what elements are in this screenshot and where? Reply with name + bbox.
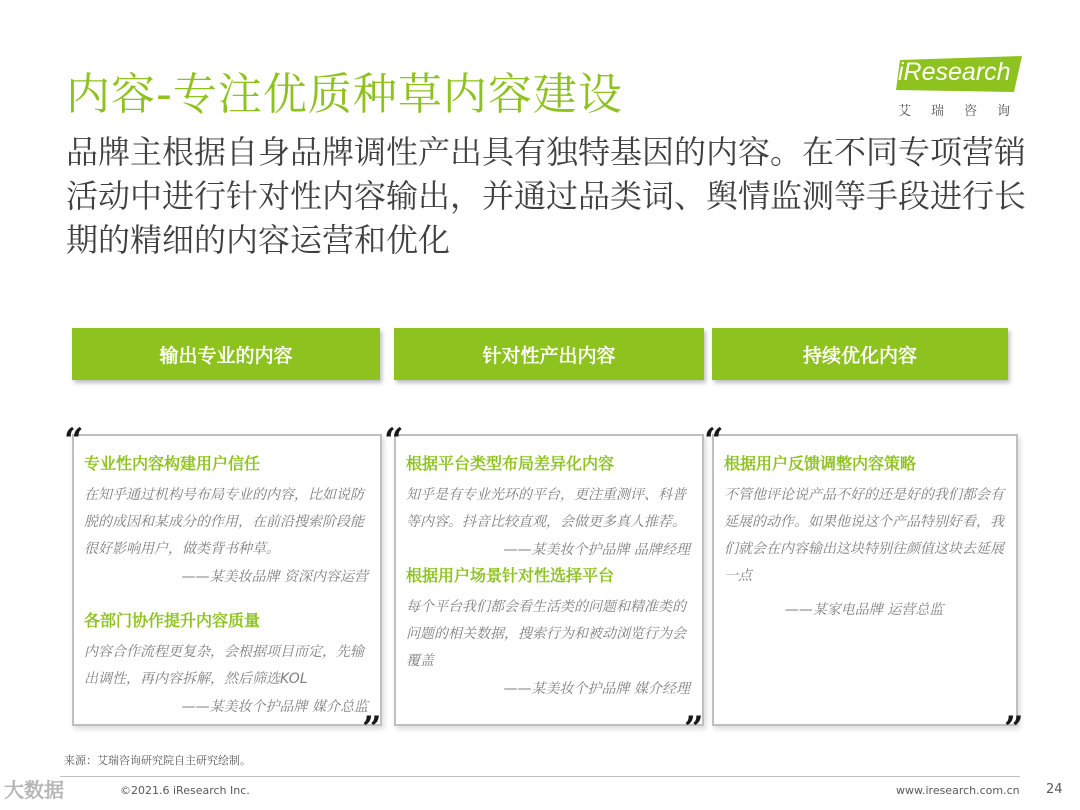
quote-body: 每个平台我们都会看生活类的问题和精准类的问题的相关数据，搜索行为和被动浏览行为会覆盖 <box>406 599 686 669</box>
column-header-optimize: 持续优化内容 <box>712 328 1008 380</box>
quote-body: 不管他评论说产品不好的还是好的我们都会有延展的动作。如果他说这个产品特别好看，我们就会在内容输出这块特别往颜值这块去延展一点 <box>724 487 1004 584</box>
close-quote-icon: ” <box>362 709 382 749</box>
quote-card-2 <box>394 434 704 726</box>
page-subtitle: 品牌主根据自身品牌调性产出具有独特基因的内容。在不同专项营销活动中进行针对性内容输出，并通过品类词、舆情监测等手段进行长期的精细的内容运营和优化 <box>66 133 1027 259</box>
copyright: ©2021.6 iResearch Inc. <box>120 784 250 797</box>
quote-source: ——某美妆个护品牌 媒介经理 <box>503 681 690 697</box>
logo-chinese-name: 艾瑞咨询 <box>898 104 1031 119</box>
watermark: 大数据 <box>4 778 64 802</box>
quote-source: ——某美妆个护品牌 媒介总监 <box>181 699 368 715</box>
logo-text: iResearch <box>898 58 1011 86</box>
close-quote-icon: ” <box>684 709 704 749</box>
column-header-professional: 输出专业的内容 <box>72 328 380 380</box>
iresearch-logo <box>896 56 1031 122</box>
quote-source: ——某美妆品牌 资深内容运营 <box>181 569 368 585</box>
quote-body: 在知乎通过机构号布局专业的内容，比如说防脱的成因和某成分的作用，在前沿搜索阶段能很好影响用户，做类背书种草。 <box>84 487 364 557</box>
page-number: 24 <box>1046 782 1063 797</box>
quote-card-1 <box>72 434 382 726</box>
quote-title: 专业性内容构建用户信任 <box>84 454 261 473</box>
quote-title: 根据平台类型布局差异化内容 <box>406 454 615 473</box>
source-note: 来源：艾瑞咨询研究院自主研究绘制。 <box>64 754 251 767</box>
open-quote-icon: “ <box>704 421 724 461</box>
column-header-targeted: 针对性产出内容 <box>394 328 704 380</box>
quote-title: 根据用户反馈调整内容策略 <box>724 454 917 473</box>
close-quote-icon: ” <box>1004 709 1024 749</box>
page-title: 内容-专注优质种草内容建设 <box>66 69 623 120</box>
open-quote-icon: “ <box>384 421 404 461</box>
quote-source: ——某家电品牌 运营总监 <box>784 602 944 618</box>
quote-source: ——某美妆个护品牌 品牌经理 <box>503 542 690 558</box>
quote-body: 内容合作流程更复杂，会根据项目而定，先输出调性，再内容拆解，然后筛选KOL <box>84 644 364 687</box>
quote-card-3 <box>712 434 1018 726</box>
quote-title: 根据用户场景针对性选择平台 <box>406 566 615 585</box>
quote-body: 知乎是有专业光环的平台，更注重测评、科普等内容。抖音比较直观，会做更多真人推荐。 <box>406 487 686 530</box>
footer-divider <box>60 776 1020 777</box>
website-url: www.iresearch.com.cn <box>896 784 1020 797</box>
open-quote-icon: “ <box>64 421 84 461</box>
quote-title: 各部门协作提升内容质量 <box>84 611 261 630</box>
